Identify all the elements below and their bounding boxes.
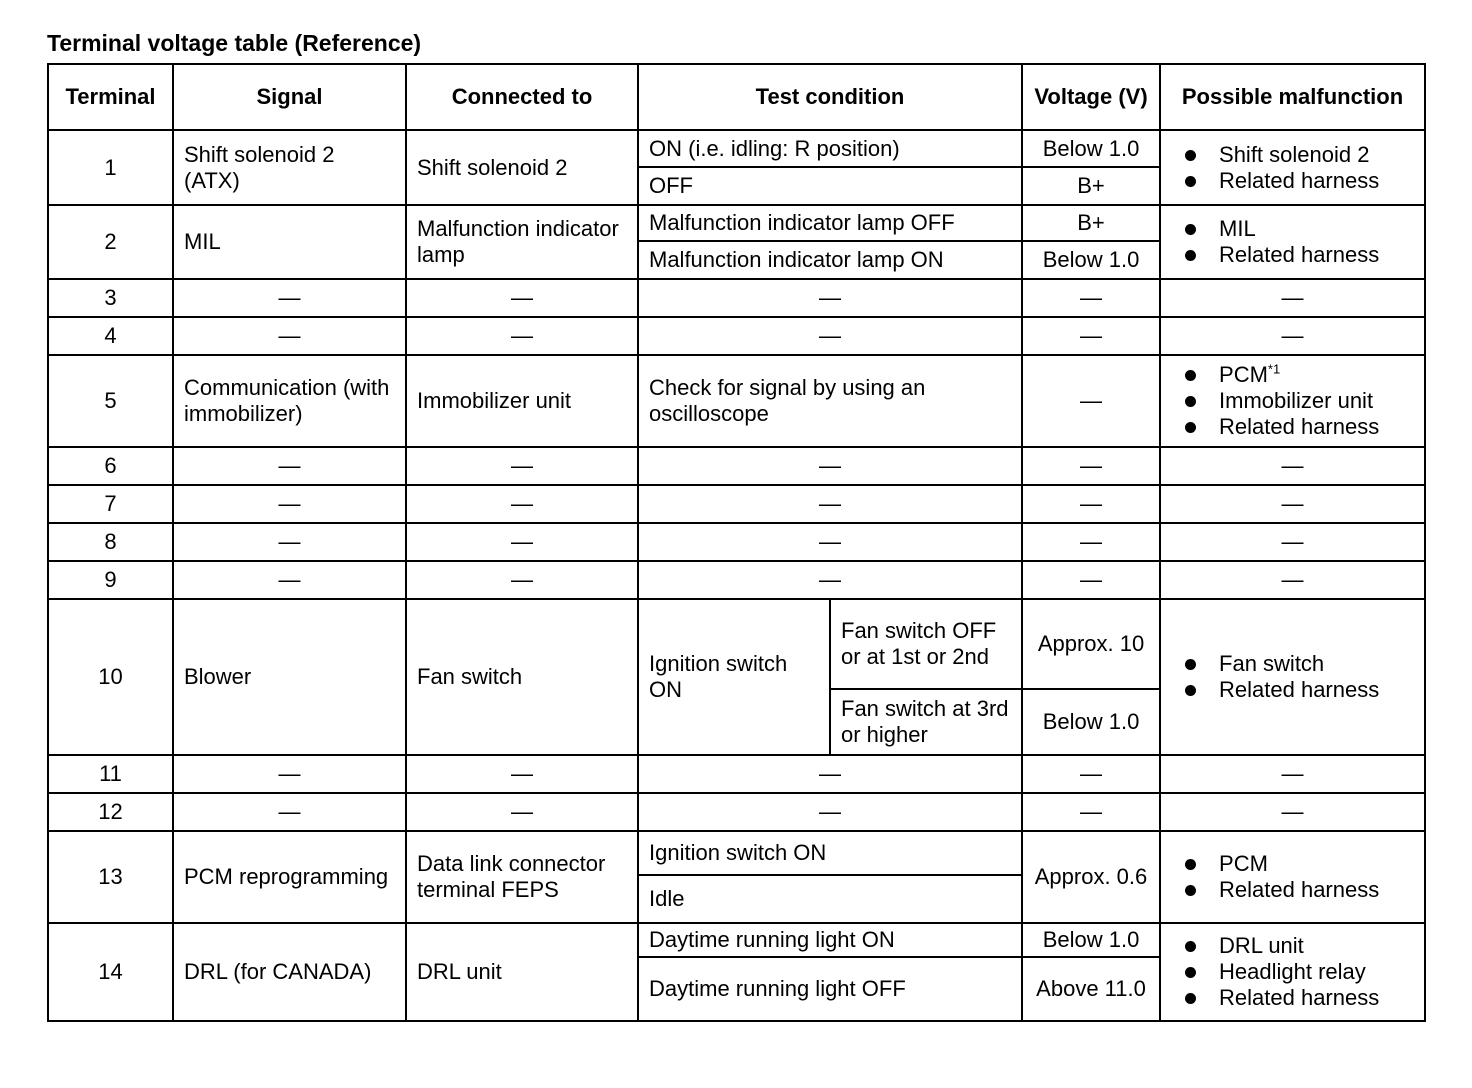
subtest-cell: Fan switch OFF or at 1st or 2nd xyxy=(830,599,1022,689)
table-row xyxy=(48,793,1425,831)
connected-cell: — xyxy=(406,447,638,485)
test-cell: — xyxy=(638,561,1022,599)
malfunction-cell: — xyxy=(1160,755,1425,793)
signal-cell: Blower xyxy=(173,599,406,755)
malfunction-item: Related harness xyxy=(1181,242,1414,268)
voltage-cell: B+ xyxy=(1022,205,1160,241)
table-row xyxy=(48,831,1425,875)
malfunction-cell: — xyxy=(1160,793,1425,831)
table-row xyxy=(48,923,1425,957)
connected-cell: DRL unit xyxy=(406,923,638,1021)
voltage-cell: Below 1.0 xyxy=(1022,130,1160,167)
header-possible-malfunction: Possible malfunction xyxy=(1160,64,1425,130)
test-cell: OFF xyxy=(638,167,1022,205)
voltage-cell: — xyxy=(1022,485,1160,523)
malfunction-item: Immobilizer unit xyxy=(1181,388,1414,414)
signal-cell: — xyxy=(173,561,406,599)
signal-cell: — xyxy=(173,523,406,561)
connected-cell: — xyxy=(406,317,638,355)
terminal-voltage-table xyxy=(47,63,1426,1022)
signal-cell: — xyxy=(173,485,406,523)
test-cell: — xyxy=(638,485,1022,523)
test-cell: Malfunction indicator lamp OFF xyxy=(638,205,1022,241)
terminal-cell: 11 xyxy=(48,755,173,793)
header-row xyxy=(48,64,1425,130)
table-row xyxy=(48,523,1425,561)
malfunction-cell xyxy=(1160,599,1425,755)
terminal-cell: 4 xyxy=(48,317,173,355)
malfunction-cell: — xyxy=(1160,485,1425,523)
malfunction-item: Fan switch xyxy=(1181,651,1414,677)
voltage-cell: Below 1.0 xyxy=(1022,241,1160,279)
subtest-cell: Fan switch at 3rd or higher xyxy=(830,689,1022,755)
terminal-cell: 5 xyxy=(48,355,173,447)
signal-cell: MIL xyxy=(173,205,406,279)
malfunction-item: Shift solenoid 2 xyxy=(1181,142,1414,168)
malfunction-cell: — xyxy=(1160,279,1425,317)
malfunction-item: Related harness xyxy=(1181,168,1414,194)
voltage-cell: — xyxy=(1022,561,1160,599)
signal-cell: — xyxy=(173,793,406,831)
malfunction-item: Related harness xyxy=(1181,677,1414,703)
voltage-cell: Below 1.0 xyxy=(1022,689,1160,755)
test-cell: — xyxy=(638,447,1022,485)
malfunction-cell xyxy=(1160,831,1425,923)
voltage-cell: B+ xyxy=(1022,167,1160,205)
malfunction-cell: — xyxy=(1160,523,1425,561)
connected-cell: — xyxy=(406,485,638,523)
test-cell: Ignition switch ON xyxy=(638,831,1022,875)
voltage-cell: Approx. 0.6 xyxy=(1022,831,1160,923)
test-cell: Daytime running light OFF xyxy=(638,957,1022,1021)
connected-cell: Malfunction indicator lamp xyxy=(406,205,638,279)
malfunction-item: Related harness xyxy=(1181,414,1414,440)
signal-cell: PCM reprogramming xyxy=(173,831,406,923)
malfunction-cell xyxy=(1160,205,1425,279)
signal-cell: — xyxy=(173,279,406,317)
table-row xyxy=(48,279,1425,317)
signal-cell: Shift solenoid 2 (ATX) xyxy=(173,130,406,205)
table-title: Terminal voltage table (Reference) xyxy=(47,30,422,56)
malfunction-cell xyxy=(1160,130,1425,205)
header-connected-to: Connected to xyxy=(406,64,638,130)
footnote-marker: *1 xyxy=(1267,361,1281,377)
signal-cell: — xyxy=(173,317,406,355)
voltage-cell: Below 1.0 xyxy=(1022,923,1160,957)
test-cell: Malfunction indicator lamp ON xyxy=(638,241,1022,279)
terminal-cell: 8 xyxy=(48,523,173,561)
terminal-cell: 1 xyxy=(48,130,173,205)
connected-cell: — xyxy=(406,755,638,793)
table-row xyxy=(48,447,1425,485)
table-row xyxy=(48,755,1425,793)
malfunction-cell: — xyxy=(1160,317,1425,355)
voltage-cell: — xyxy=(1022,317,1160,355)
terminal-cell: 12 xyxy=(48,793,173,831)
signal-cell: DRL (for CANADA) xyxy=(173,923,406,1021)
connected-cell: — xyxy=(406,279,638,317)
table-row xyxy=(48,599,1425,689)
table-row xyxy=(48,130,1425,167)
malfunction-cell xyxy=(1160,923,1425,1021)
terminal-cell: 13 xyxy=(48,831,173,923)
signal-cell: — xyxy=(173,447,406,485)
terminal-cell: 2 xyxy=(48,205,173,279)
malfunction-item: MIL xyxy=(1181,216,1414,242)
connected-cell: Data link connector terminal FEPS xyxy=(406,831,638,923)
voltage-cell: — xyxy=(1022,793,1160,831)
malfunction-item: Headlight relay xyxy=(1181,959,1414,985)
test-cell: Check for signal by using an oscilloscope xyxy=(638,355,1022,447)
table-row xyxy=(48,485,1425,523)
voltage-cell: — xyxy=(1022,279,1160,317)
terminal-cell: 14 xyxy=(48,923,173,1021)
header-voltage: Voltage (V) xyxy=(1022,64,1160,130)
voltage-cell: Above 11.0 xyxy=(1022,957,1160,1021)
test-cell: — xyxy=(638,793,1022,831)
connected-cell: — xyxy=(406,523,638,561)
table-row xyxy=(48,205,1425,241)
malfunction-item xyxy=(1181,362,1414,388)
test-cell: — xyxy=(638,755,1022,793)
table-row xyxy=(48,355,1425,447)
terminal-cell: 9 xyxy=(48,561,173,599)
test-cell: — xyxy=(638,523,1022,561)
test-cell: Ignition switch ON xyxy=(638,599,830,755)
malfunction-cell: — xyxy=(1160,561,1425,599)
malfunction-item: DRL unit xyxy=(1181,933,1414,959)
malfunction-text: PCM xyxy=(1219,362,1268,387)
connected-cell: — xyxy=(406,561,638,599)
malfunction-cell xyxy=(1160,355,1425,447)
header-test-condition: Test condition xyxy=(638,64,1022,130)
test-cell: ON (i.e. idling: R position) xyxy=(638,130,1022,167)
connected-cell: Fan switch xyxy=(406,599,638,755)
voltage-cell: — xyxy=(1022,755,1160,793)
table-row xyxy=(48,317,1425,355)
voltage-cell: Approx. 10 xyxy=(1022,599,1160,689)
malfunction-item: Related harness xyxy=(1181,985,1414,1011)
malfunction-item: Related harness xyxy=(1181,877,1414,903)
header-signal: Signal xyxy=(173,64,406,130)
malfunction-cell: — xyxy=(1160,447,1425,485)
terminal-cell: 6 xyxy=(48,447,173,485)
test-cell: Daytime running light ON xyxy=(638,923,1022,957)
signal-cell: Communication (with immobilizer) xyxy=(173,355,406,447)
voltage-cell: — xyxy=(1022,355,1160,447)
terminal-cell: 10 xyxy=(48,599,173,755)
table-row xyxy=(48,561,1425,599)
terminal-cell: 7 xyxy=(48,485,173,523)
terminal-cell: 3 xyxy=(48,279,173,317)
voltage-cell: — xyxy=(1022,523,1160,561)
connected-cell: — xyxy=(406,793,638,831)
header-terminal: Terminal xyxy=(48,64,173,130)
connected-cell: Immobilizer unit xyxy=(406,355,638,447)
malfunction-item: PCM xyxy=(1181,851,1414,877)
test-cell: Idle xyxy=(638,875,1022,923)
test-cell: — xyxy=(638,317,1022,355)
voltage-cell: — xyxy=(1022,447,1160,485)
connected-cell: Shift solenoid 2 xyxy=(406,130,638,205)
test-cell: — xyxy=(638,279,1022,317)
signal-cell: — xyxy=(173,755,406,793)
